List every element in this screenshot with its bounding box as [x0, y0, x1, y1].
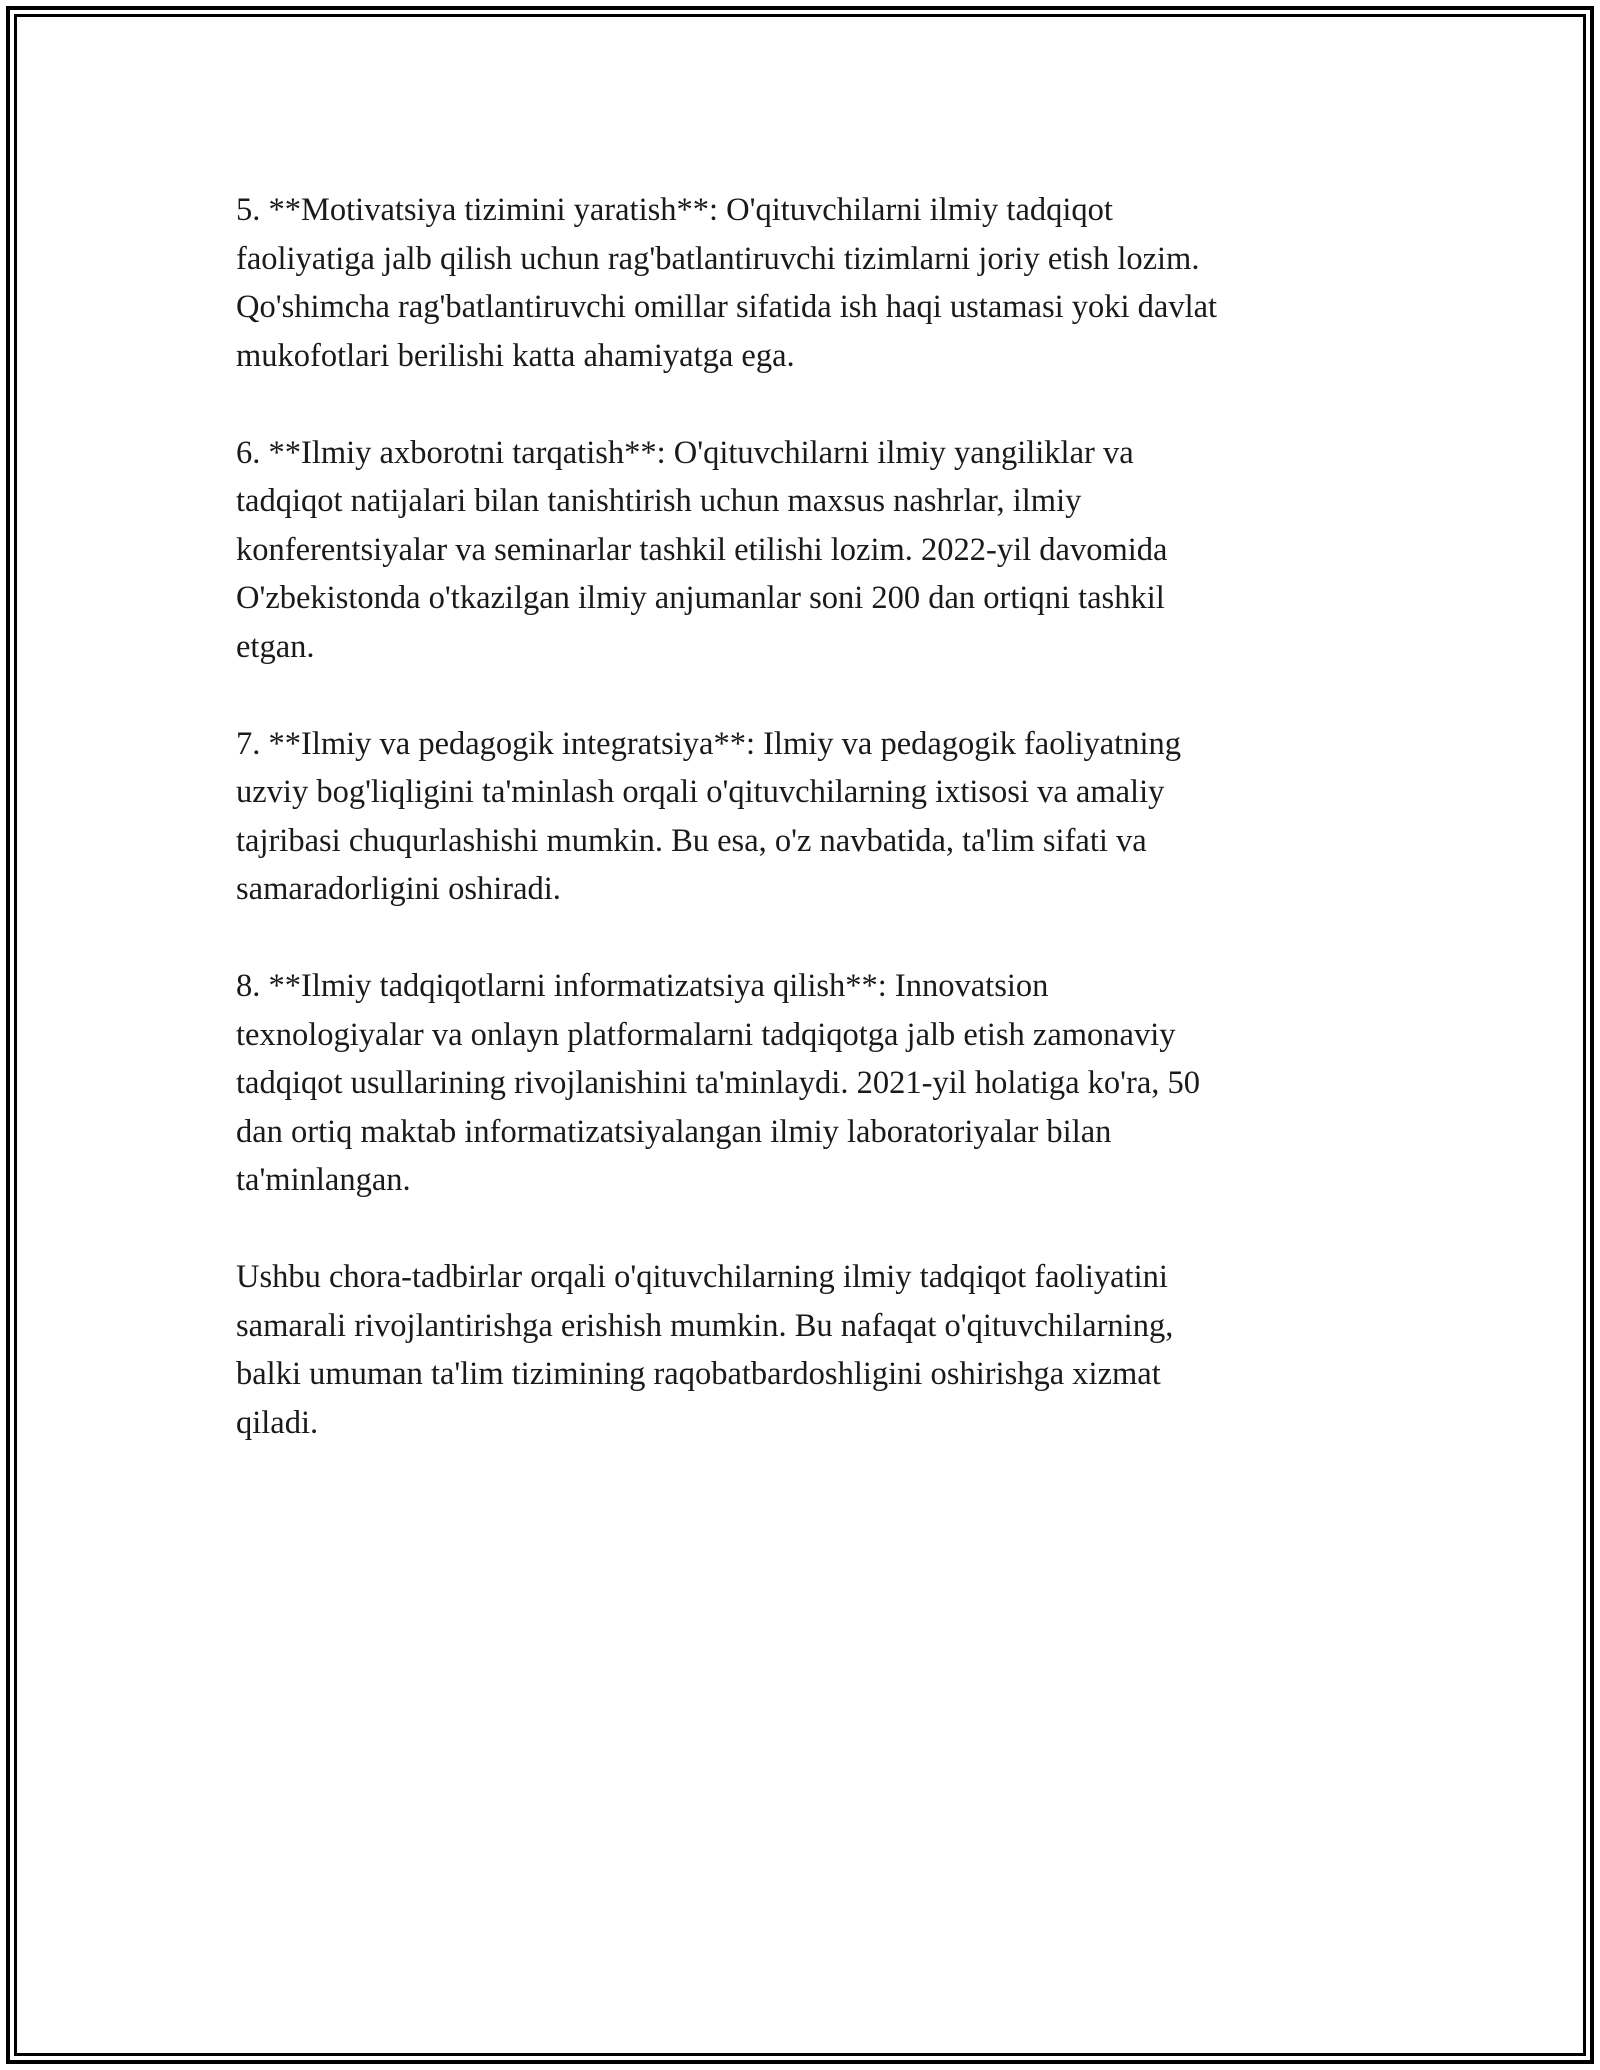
document-body — [236, 186, 1376, 1496]
paragraph-pedagogical-integration: 7. **Ilmiy va pedagogik integratsiya**: Ilmiy va pedagogik faoliyatning uzviy bog'liqligini ta'minlash orqali o'qituvchilarning ixtisosi va amaliy tajribasi chuqurlashishi mumkin. Bu esa, o'z navbatida, ta'lim sifati va samaradorligini oshiradi. — [236, 725, 1181, 907]
paragraph-scientific-information: 6. **Ilmiy axborotni tarqatish**: O'qituvchilarni ilmiy yangiliklar va tadqiqot natijalari bilan tanishtirish uchun maxsus nashrlar, ilmiy konferentsiyalar va seminarlar tashkil etilishi lozim. 2022-yil davomida O'zbekistonda o'tkazilgan ilmiy anjumanlar soni 200 dan ortiqni tashkil etgan. — [236, 434, 1168, 665]
paragraph-conclusion: Ushbu chora-tadbirlar orqali o'qituvchilarning ilmiy tadqiqot faoliyatini samarali rivojlantirishga erishish mumkin. Bu nafaqat o'qituvchilarning, balki umuman ta'lim tizimining raqobatbardoshligini oshirishga xizmat qiladi. — [236, 1259, 1174, 1441]
paragraph-motivation-system: 5. **Motivatsiya tizimini yaratish**: O'qituvchilarni ilmiy tadqiqot faoliyatiga jalb qilish uchun rag'batlantiruvchi tizimlarni joriy etish lozim. Qo'shimcha rag'batlantiruvchi omillar sifatida ish haqi ustamasi yoki davlat mukofotlari berilishi katta ahamiyatga ega. — [236, 192, 1218, 374]
paragraph-research-informatization: 8. **Ilmiy tadqiqotlarni informatizatsiya qilish**: Innovatsion texnologiyalar va onlayn platformalarni tadqiqotga jalb etish zamonaviy tadqiqot usullarining rivojlanishini ta'minlaydi. 2021-yil holatiga ko'ra, 50 dan ortiq maktab informatizatsiyalangan ilmiy laboratoriyalar bilan ta'minlangan. — [236, 968, 1201, 1198]
